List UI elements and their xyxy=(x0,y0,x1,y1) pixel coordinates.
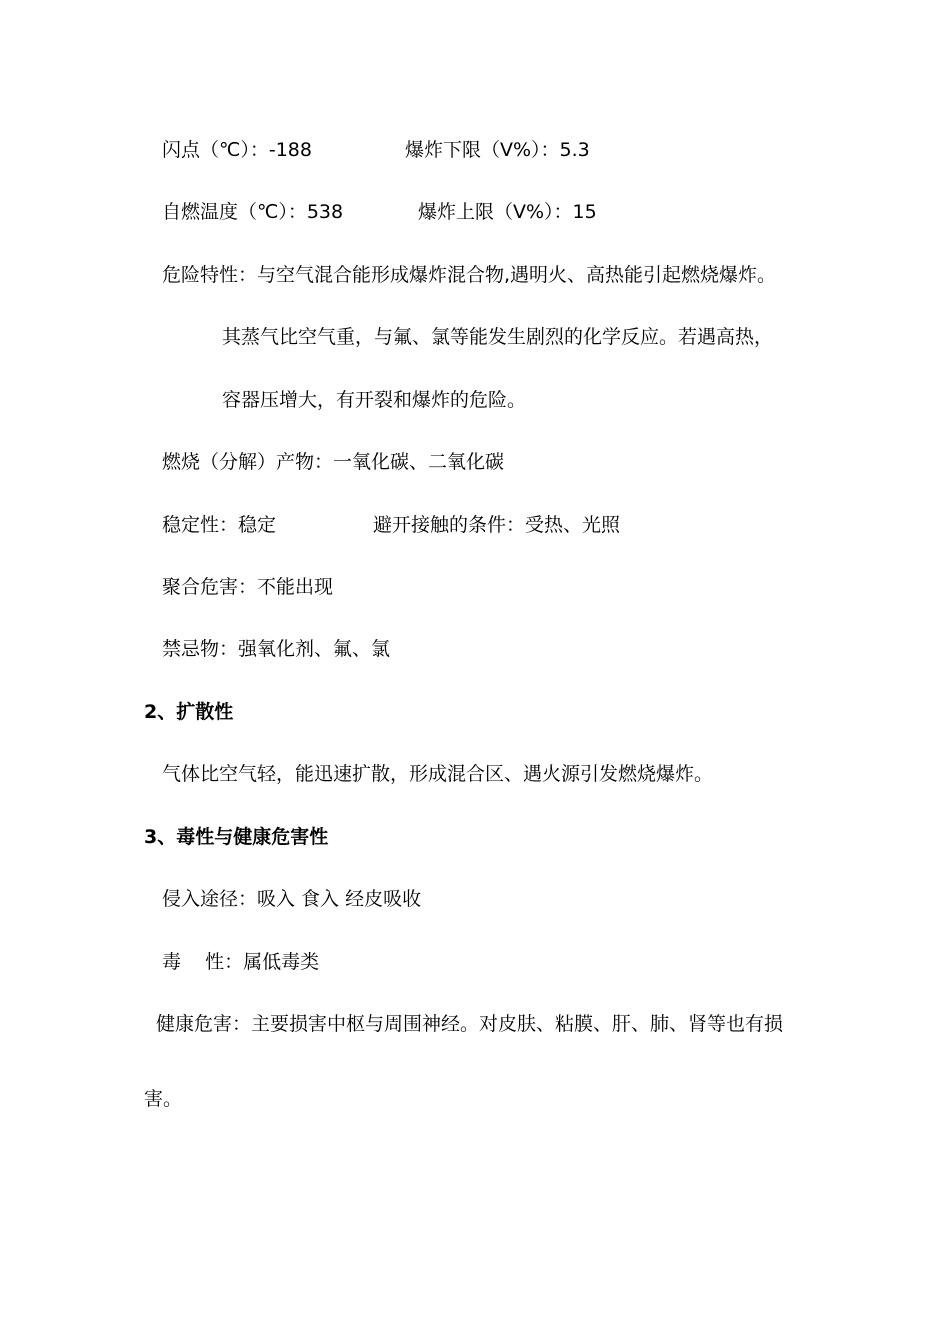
section-2-text: 气体比空气轻，能迅速扩散，形成混合区、遇火源引发燃烧爆炸。 xyxy=(162,763,714,785)
health-hazard-line-1: 健康危害：主要损害中枢与周围神经。对皮肤、粘膜、肝、肺、肾等也有损 xyxy=(156,1013,784,1035)
polymerization-hazard: 聚合危害：不能出现 xyxy=(162,576,334,598)
flash-point: 闪点（℃）：-188 xyxy=(162,139,312,161)
route-of-entry: 侵入途径：吸入 食入 经皮吸收 xyxy=(162,888,422,910)
toxicity: 毒 性：属低毒类 xyxy=(162,951,320,973)
hazard-line-3: 容器压增大，有开裂和爆炸的危险。 xyxy=(222,389,527,411)
autoignition-temp: 自燃温度（℃）：538 xyxy=(162,201,344,223)
upper-explosion-limit: 爆炸上限（V%）：15 xyxy=(418,201,597,223)
hazard-line-1: 危险特性：与空气混合能形成爆炸混合物,遇明火、高热能引起燃烧爆炸。 xyxy=(162,264,777,286)
hazard-line-2: 其蒸气比空气重，与氟、氯等能发生剧烈的化学反应。若遇高热， xyxy=(222,326,774,348)
health-hazard-line-2: 害。 xyxy=(144,1088,183,1110)
combustion-products: 燃烧（分解）产物：一氧化碳、二氧化碳 xyxy=(162,451,505,473)
lower-explosion-limit: 爆炸下限（V%）：5.3 xyxy=(405,139,590,161)
stability: 稳定性：稳定 xyxy=(162,514,277,536)
incompatible-materials: 禁忌物：强氧化剂、氟、氯 xyxy=(162,638,391,660)
section-2-heading: 2、扩散性 xyxy=(144,701,234,723)
section-3-heading: 3、毒性与健康危害性 xyxy=(144,826,329,848)
avoid-conditions: 避开接触的条件：受热、光照 xyxy=(373,514,621,536)
